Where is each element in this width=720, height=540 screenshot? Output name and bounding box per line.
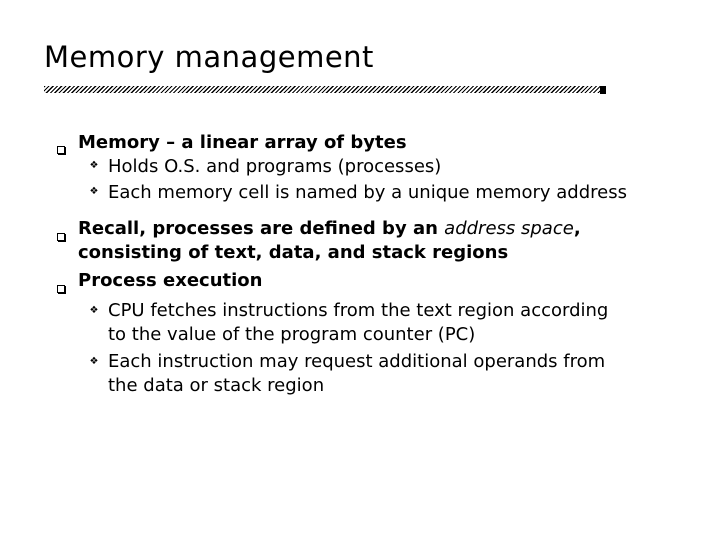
diamond-bullet-icon: ❖	[89, 186, 99, 197]
square-bullet-icon	[57, 233, 65, 241]
sub-bullet-memory-cell: Each memory cell is named by a unique memory address	[108, 182, 627, 203]
square-bullet-icon	[57, 146, 65, 154]
sub-bullet-operands: Each instruction may request additional operands from	[108, 351, 606, 372]
diamond-bullet-icon: ❖	[89, 305, 99, 316]
bullet-memory: Memory – a linear array of bytes	[78, 132, 407, 153]
sub-bullet-cpu-fetches-line2: to the value of the program counter (PC)	[108, 324, 476, 345]
sub-bullet-operands-line2: the data or stack region	[108, 375, 325, 396]
diamond-bullet-icon: ❖	[89, 160, 99, 171]
address-space-term: address space	[444, 218, 574, 239]
sub-bullet-holds-os: Holds O.S. and programs (processes)	[108, 156, 442, 177]
slide-title: Memory management	[44, 40, 374, 74]
bullet-address-space-pre: Recall, processes are defined by an	[78, 218, 445, 239]
bullet-address-space	[78, 217, 581, 241]
sub-bullet-cpu-fetches: CPU fetches instructions from the text region according	[108, 300, 609, 321]
bullet-address-space-line2: consisting of text, data, and stack regions	[78, 242, 509, 263]
square-bullet-icon	[57, 285, 65, 293]
bullet-address-space-post: ,	[573, 218, 581, 239]
diamond-bullet-icon: ❖	[89, 356, 99, 367]
bullet-process-execution: Process execution	[78, 270, 263, 291]
